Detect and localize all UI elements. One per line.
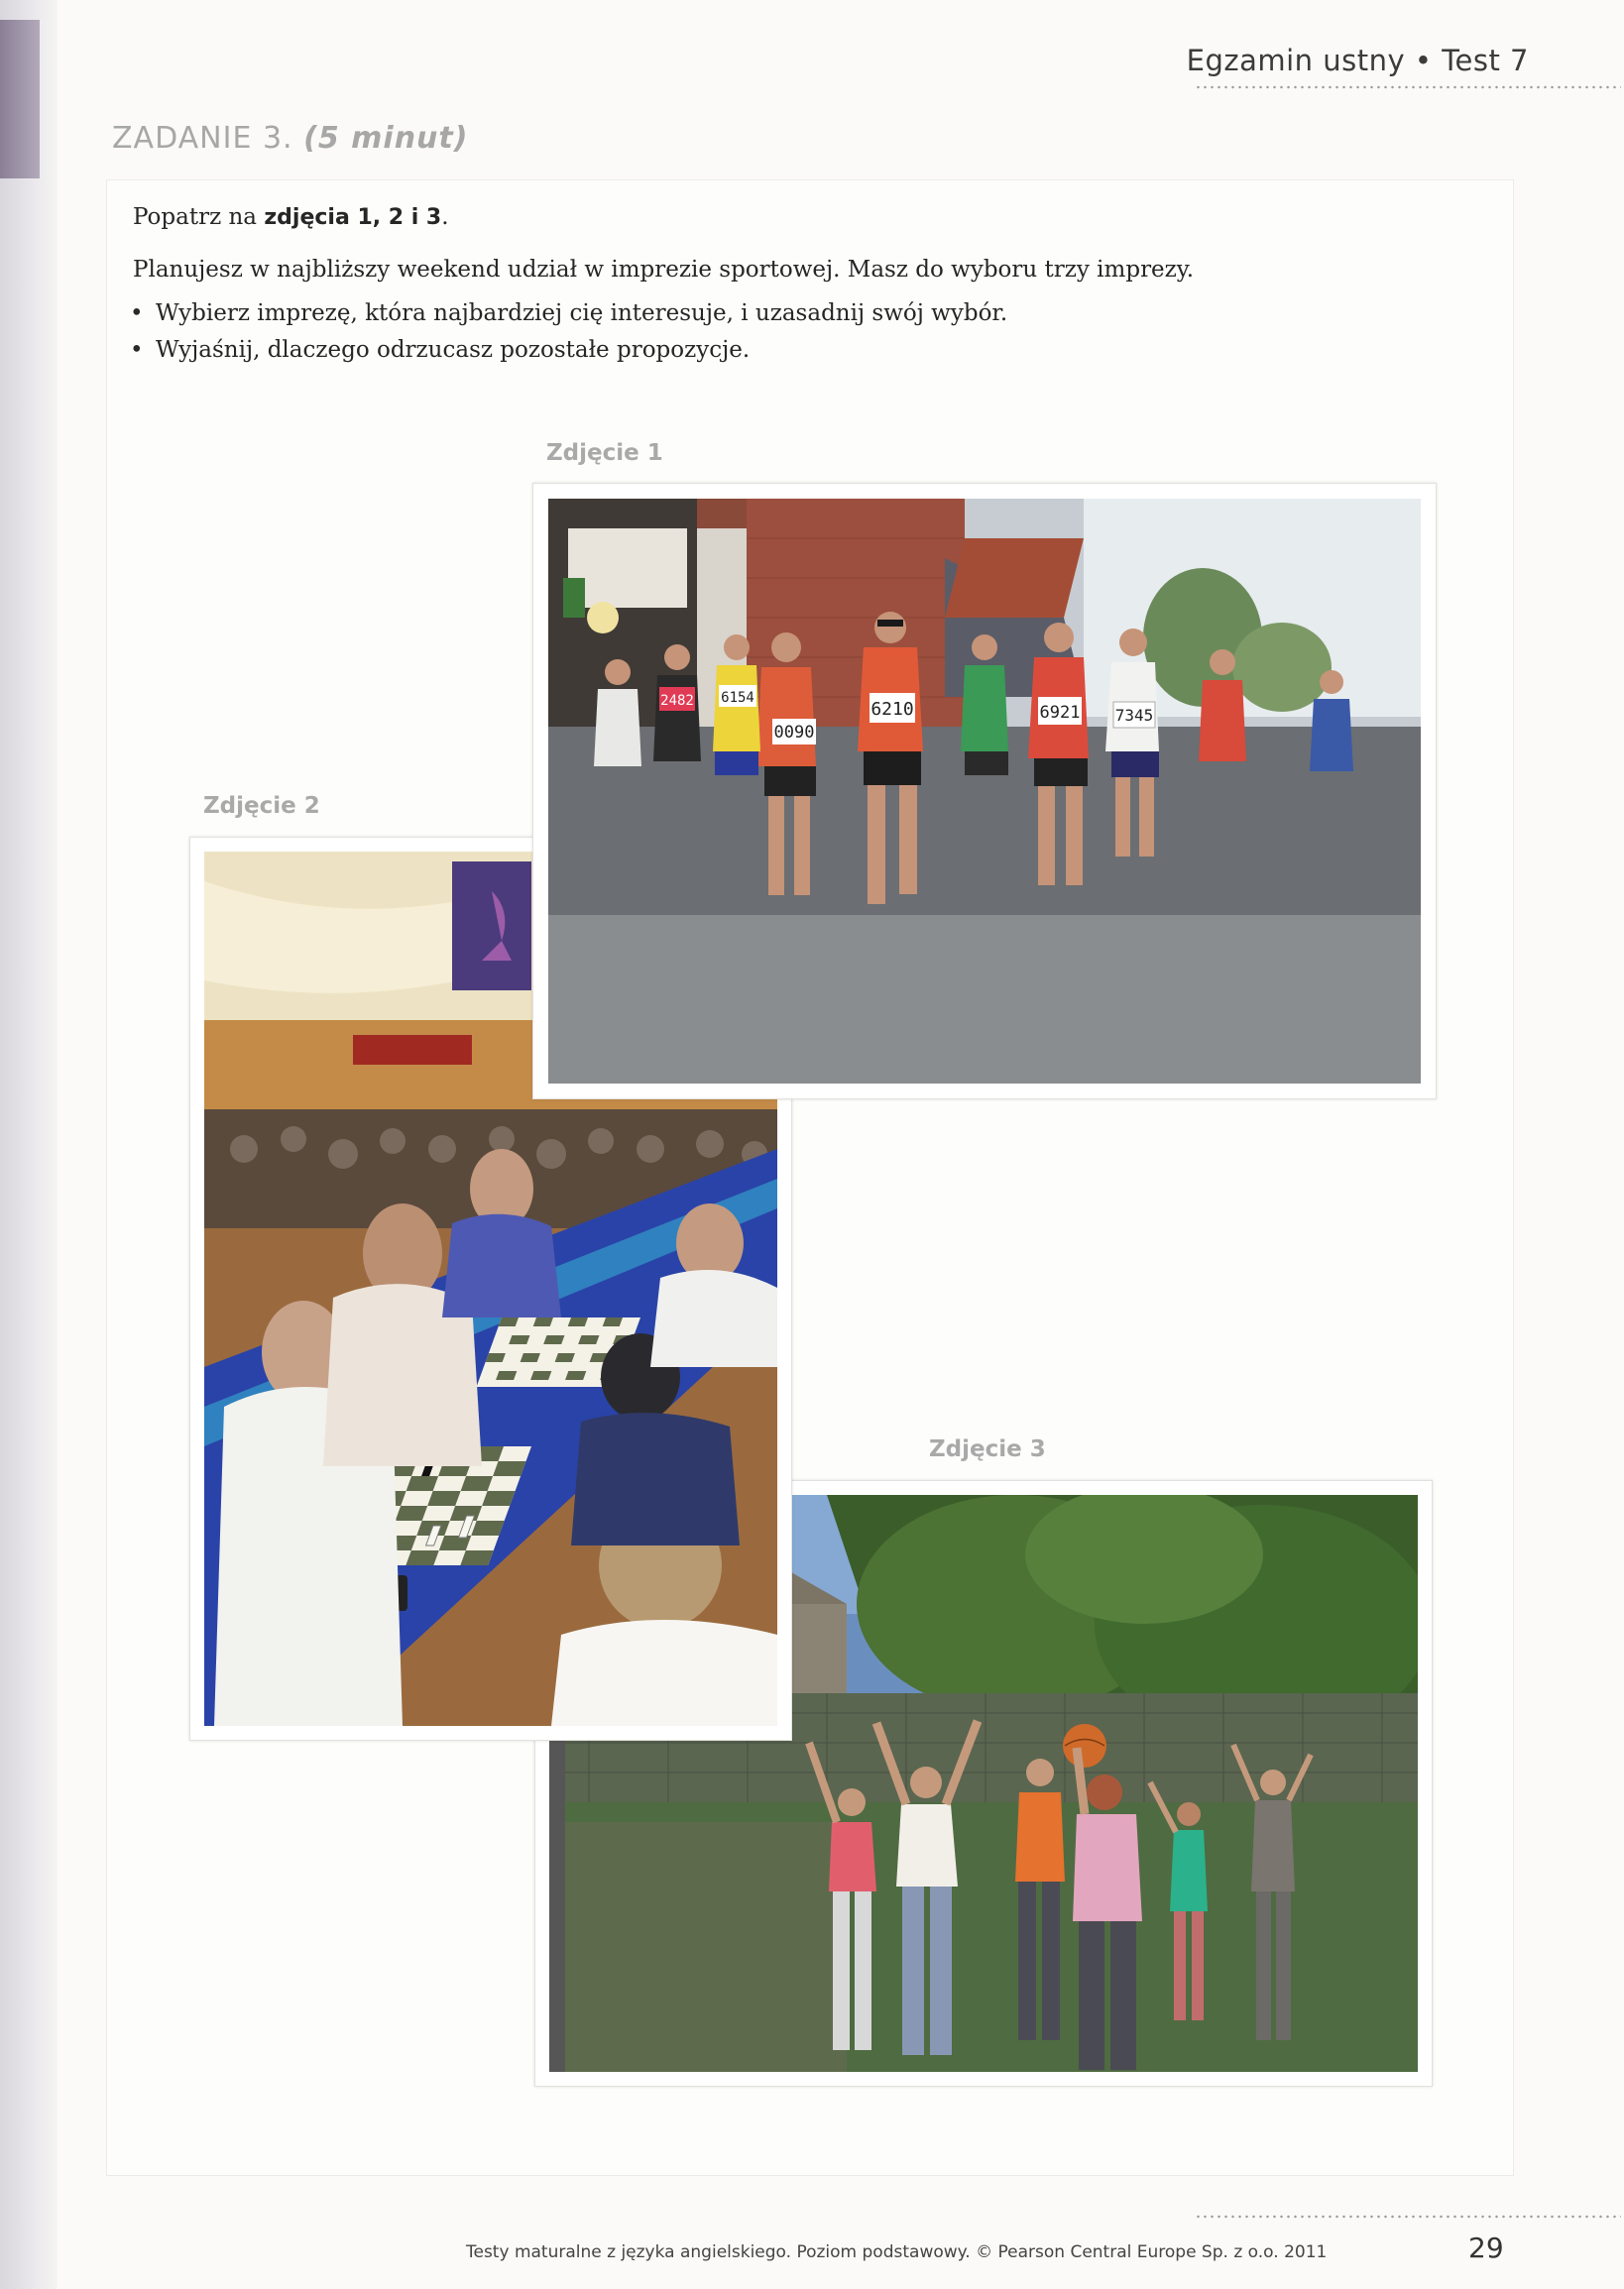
bib-number: 6921 xyxy=(1039,703,1081,723)
photo-3-label: Zdjęcie 3 xyxy=(929,1436,1046,1462)
bib-number: 0090 xyxy=(773,723,815,743)
bib-number: 6210 xyxy=(870,699,914,720)
bullet-marker: • xyxy=(130,300,144,326)
photo-2-label: Zdjęcie 2 xyxy=(203,793,320,819)
instruction-line-1 xyxy=(133,204,449,230)
task-duration: (5 minut) xyxy=(303,121,469,156)
instruction-photos-bold: zdjęcia 1, 2 i 3 xyxy=(264,205,442,230)
instruction-line-2: Planujesz w najbliższy weekend udział w imprezie sportowej. Masz do wyboru trzy imprezy. xyxy=(133,257,1195,283)
bullet-marker: • xyxy=(130,337,144,363)
binding-tab xyxy=(0,20,40,178)
task-label: ZADANIE 3. xyxy=(112,121,293,156)
photo-1-marathon-image xyxy=(548,499,1421,1084)
instruction-bullet-2: Wyjaśnij, dlaczego odrzucasz pozostałe propozycje. xyxy=(156,337,751,363)
page-number: 29 xyxy=(1468,2232,1504,2264)
bib-number: 6154 xyxy=(721,690,754,706)
bib-number: 7345 xyxy=(1114,706,1154,725)
bib-number: 2482 xyxy=(660,693,694,709)
page-binding-edge xyxy=(0,0,58,2289)
task-heading xyxy=(112,121,468,156)
photo-1-label: Zdjęcie 1 xyxy=(546,440,663,466)
header-dotted-rule xyxy=(1195,85,1621,89)
photo-1-frame xyxy=(532,483,1437,1099)
page-header-title: Egzamin ustny • Test 7 xyxy=(1186,44,1529,77)
instruction-suffix: . xyxy=(441,204,449,230)
footer-dotted-rule xyxy=(1195,2215,1621,2219)
instruction-prefix: Popatrz na xyxy=(133,204,265,230)
footer-copyright: Testy maturalne z języka angielskiego. Poziom podstawowy. © Pearson Central Europe Sp. z o.o. 2011 xyxy=(466,2242,1328,2262)
instruction-bullet-1: Wybierz imprezę, która najbardziej cię interesuje, i uzasadnij swój wybór. xyxy=(156,300,1008,326)
